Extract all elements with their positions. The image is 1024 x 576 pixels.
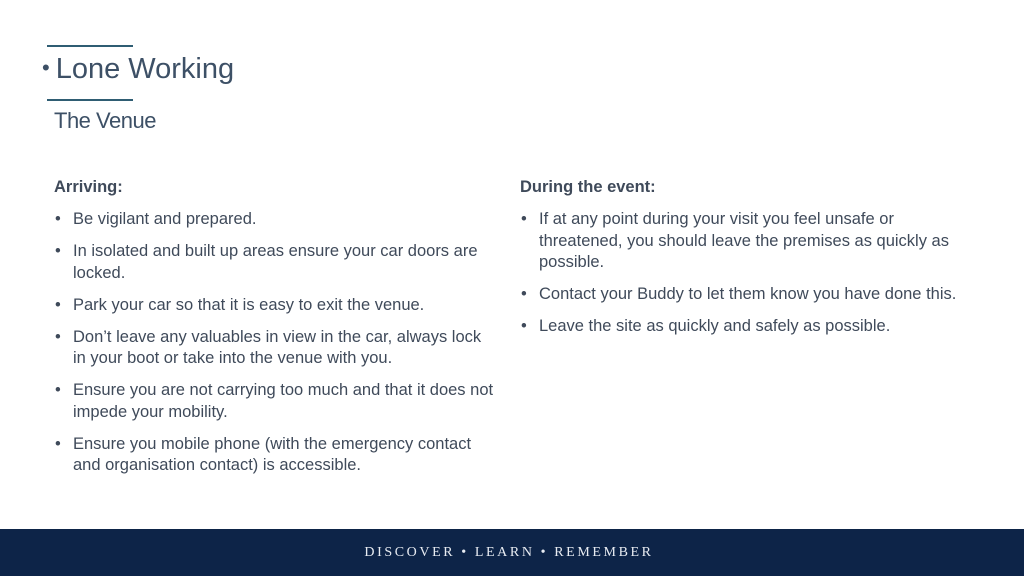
bullet-glyph: • — [55, 242, 61, 260]
list-item — [54, 434, 494, 477]
list-item — [54, 241, 494, 284]
bullet-glyph: • — [55, 327, 61, 346]
page-title — [42, 51, 234, 89]
list-item — [520, 316, 980, 338]
bullet-glyph: • — [55, 381, 61, 399]
page-title-text: Lone Working — [55, 53, 235, 85]
title-rule-top — [47, 45, 133, 47]
list-item — [520, 284, 980, 306]
list-item — [520, 209, 980, 274]
footer-bar — [0, 529, 1024, 576]
list-item-text: Ensure you mobile phone (with the emergency contact and organisation contact) is accessible. — [73, 434, 472, 474]
bullet-glyph: • — [55, 210, 61, 228]
title-bullet: • — [42, 55, 50, 80]
bullet-glyph: • — [521, 285, 527, 303]
bullet-glyph: • — [521, 210, 527, 228]
arriving-list — [54, 209, 494, 477]
list-item-text: If at any point during your visit you feel unsafe or threatened, you should leave the premises as quickly as possible. — [539, 210, 949, 271]
list-item — [54, 327, 494, 370]
title-rule-bottom — [47, 99, 133, 101]
list-item — [54, 380, 494, 423]
during-event-column — [520, 177, 980, 348]
arriving-heading: Arriving: — [54, 178, 123, 196]
list-item-text: Park your car so that it is easy to exit the venue. — [73, 295, 425, 314]
during-event-list — [520, 209, 980, 338]
bullet-glyph: • — [521, 317, 527, 335]
list-item-text: In isolated and built up areas ensure your car doors are locked. — [73, 242, 478, 282]
bullet-glyph: • — [55, 295, 61, 314]
footer-tagline: DISCOVER • LEARN • REMEMBER — [364, 544, 654, 560]
list-item-text: Leave the site as quickly and safely as possible. — [539, 317, 891, 335]
list-item-text: Don’t leave any valuables in view in the car, always lock in your boot or take into the venue with you. — [73, 327, 482, 367]
list-item-text: Ensure you are not carrying too much and that it does not impede your mobility. — [73, 381, 494, 421]
list-item — [54, 295, 494, 317]
bullet-glyph: • — [55, 434, 61, 453]
during-event-heading: During the event: — [520, 178, 656, 196]
list-item — [54, 209, 494, 231]
page-subtitle: The Venue — [54, 108, 156, 133]
list-item-text: Be vigilant and prepared. — [73, 210, 257, 228]
arriving-column — [54, 177, 494, 487]
list-item-text: Contact your Buddy to let them know you have done this. — [539, 285, 957, 303]
